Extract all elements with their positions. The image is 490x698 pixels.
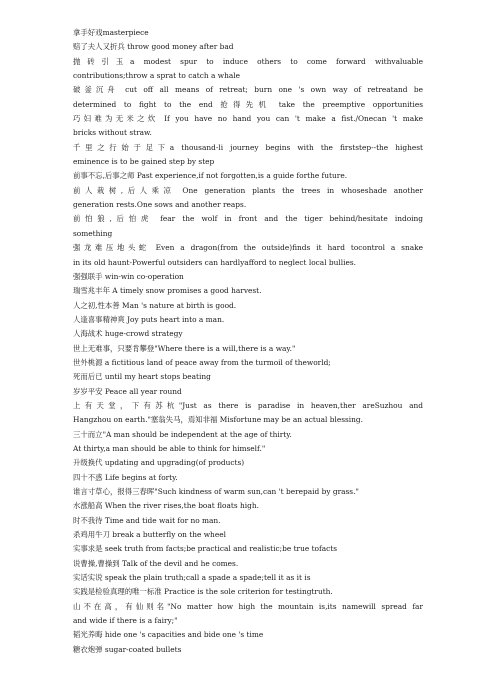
text-line: something xyxy=(73,228,113,238)
text-line: 拿手好戏masterpiece xyxy=(73,28,149,37)
text-line: 抛砖引玉a modest spur to induce others to come forward withvaluable xyxy=(73,56,423,66)
text-line: 韬光养晦 hide one 's capacities and bide one 's time xyxy=(73,630,264,640)
text-line: 水涨船高 When the river rises,the boat floats high. xyxy=(73,501,259,511)
text-line: bricks without straw. xyxy=(73,128,152,138)
text-line: 升级换代 updating and upgrading(of products) xyxy=(73,458,245,468)
text-line: 实践是检验真理的唯一标准 Practice is the sole criterion for testingtruth. xyxy=(73,587,333,597)
text-line: 巧妇难为无米之炊 If you have no hand you can 't make a fist./Onecan 't make xyxy=(73,114,423,124)
text-line: 强强联手 win-win co-operation xyxy=(73,271,184,281)
text-line: 杀鸡用牛刀 break a butterfly on the wheel xyxy=(73,530,226,540)
text-line: 人之初,性本善 Man 's nature at birth is good. xyxy=(73,300,237,310)
text-line: 人海战术 huge-crowd strategy xyxy=(73,329,183,339)
text-line: 前人栽树,后人乘凉 One generation plants the trees in whoseshade another xyxy=(73,185,423,195)
text-line: 说曹操,曹操到 Talk of the devil and he comes. xyxy=(73,558,239,568)
text-line: 山不在高，有仙则名"No matter how high the mountain is,its namewill spread far xyxy=(73,601,423,611)
text-line: determined to fight to the end 抢得先机 take the preemptive opportunities xyxy=(73,99,423,109)
text-line: 人逢喜事精神爽 Joy puts heart into a man. xyxy=(73,314,225,324)
text-line: 强龙难压地头蛇 Even a dragon(from the outside)finds it hard tocontrol a snake xyxy=(73,243,423,253)
text-line: generation rests.One sows and another reaps. xyxy=(73,200,247,210)
text-line: Hangzhou on earth."塞翁失马，焉知非福 Misfortune may be an actual blessing. xyxy=(73,415,363,425)
text-line: 前怕狼,后怕虎 fear the wolf in front and the tiger behind/hesitate indoing xyxy=(73,214,423,224)
text-line: 上有天堂，下有苏杭"Just as there is paradise in heaven,ther areSuzhou and xyxy=(73,400,423,410)
text-line: 赔了夫人又折兵 throw good money after bad xyxy=(73,42,234,52)
text-line: and wide if there is a fairy;" xyxy=(73,616,178,626)
text-line: 时不我待 Time and tide wait for no man. xyxy=(73,515,221,525)
text-line: 实话实说 speak the plain truth;call a spade a spade;tell it as it is xyxy=(73,573,311,583)
text-line: 实事求是 seek truth from facts;be practical and realistic;be true tofacts xyxy=(73,544,338,554)
text-line: 世上无难事，只要肯攀登"Where there is a will,there is a way." xyxy=(73,343,296,353)
text-line: in its old haunt-Powerful outsiders can hardlyafford to neglect local bullies. xyxy=(73,257,357,267)
document-body xyxy=(73,26,423,657)
text-line: eminence is to be gained step by step xyxy=(73,157,215,167)
text-line: 千里之行始于足下a thousand-li journey begins with the firststep--the highest xyxy=(73,142,423,152)
text-line: 四十不惑 Life begins at forty. xyxy=(73,472,178,482)
text-line: 谁言寸草心，报得三春晖"Such kindness of warm sun,can 't berepaid by grass." xyxy=(73,487,359,496)
text-line: 瑞雪兆丰年 A timely snow promises a good harvest. xyxy=(73,286,262,296)
text-line: 世外桃源 a fictitious land of peace away from the turmoil of theworld; xyxy=(73,357,331,367)
text-line: 糖衣炮弹 sugar-coated bullets xyxy=(73,644,182,654)
text-line: At thirty,a man should be able to think for himself." xyxy=(73,443,266,453)
text-line: contributions;throw a sprat to catch a whale xyxy=(73,71,240,81)
text-line: 前事不忘,后事之师 Past experience,if not forgotten,is a guide forthe future. xyxy=(73,171,348,181)
text-line: 死而后已 until my heart stops beating xyxy=(73,372,211,382)
text-line: 岁岁平安 Peace all year round xyxy=(73,386,182,396)
text-line: 破釜沉舟 cut off all means of retreat; burn one 's own way of retreatand be xyxy=(73,85,423,95)
text-line: 三十而立"A man should be independent at the age of thirty. xyxy=(73,429,292,439)
